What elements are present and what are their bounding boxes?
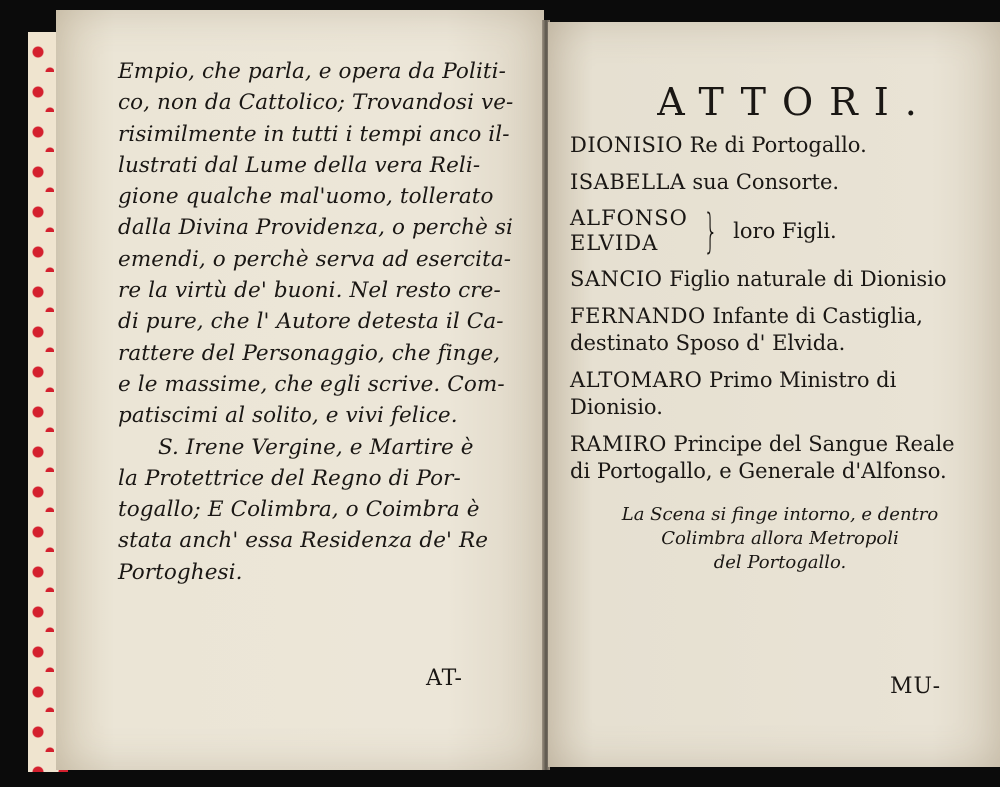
- text-line: stata anch' essa Residenza de' Re: [118, 528, 489, 554]
- text-line: re la virtù de' buoni. Nel resto cre-: [118, 278, 501, 304]
- actor-name: DIONISIO: [570, 133, 683, 157]
- text-line: lustrati dal Lume della vera Reli-: [118, 152, 481, 178]
- text-line: gione qualche mal'uomo, tollerato: [118, 184, 494, 210]
- right-brace-icon: }: [703, 204, 718, 258]
- actor-role-cont: di Portogallo, e Generale d'Alfonso.: [570, 459, 947, 483]
- text-line: co, non da Cattolico; Trovandosi ve-: [118, 90, 514, 116]
- text-line: la Protettrice del Regno di Por-: [118, 465, 461, 491]
- text-line: e le massime, che egli scrive. Com-: [118, 371, 505, 397]
- actor-name: FERNANDO: [570, 304, 706, 328]
- actor-pair: [570, 206, 990, 256]
- scene-line: La Scena si finge intorno, e dentro: [621, 504, 939, 525]
- actor-name: ALTOMARO: [570, 368, 703, 392]
- actor-role: Infante di Castiglia,: [712, 304, 923, 328]
- text-line: S. Irene Vergine, e Martire è: [158, 434, 474, 460]
- left-page: [56, 10, 544, 770]
- actor-name: ALFONSO: [570, 206, 688, 230]
- text-line: rattere del Personaggio, che finge,: [118, 340, 501, 366]
- actor-entry: [570, 431, 990, 485]
- text-line: patiscimi al solito, e vivi felice.: [118, 403, 458, 429]
- actor-role: sua Consorte.: [692, 170, 840, 194]
- actor-role-cont: destinato Sposo d' Elvida.: [570, 331, 846, 355]
- actor-role: loro Figli.: [733, 219, 837, 243]
- text-line: risimilmente in tutti i tempi anco il-: [118, 121, 510, 147]
- actor-role: Re di Portogallo.: [689, 133, 867, 157]
- actor-name: SANCIO: [570, 267, 663, 291]
- text-line: Portoghesi.: [118, 559, 243, 585]
- actor-role: Figlio naturale di Dionisio: [669, 267, 947, 291]
- actor-role: Primo Ministro di: [709, 368, 897, 392]
- actor-role: Principe del Sangue Reale: [673, 432, 955, 456]
- open-book: [28, 10, 992, 780]
- actor-name: ELVIDA: [570, 231, 659, 255]
- scene-line: Colimbra allora Metropoli: [661, 528, 899, 549]
- text-line: emendi, o perchè serva ad esercita-: [118, 246, 512, 272]
- text-line: Empio, che parla, e opera da Politi-: [118, 59, 507, 84]
- text-line: di pure, che l' Autore detesta il Ca-: [118, 309, 504, 335]
- actor-entry: [570, 132, 990, 159]
- actor-entry: [570, 303, 990, 357]
- actor-role-cont: Dionisio.: [570, 395, 663, 419]
- cast-list: [570, 80, 990, 575]
- actor-entry: [570, 169, 990, 196]
- left-page-text: [118, 56, 528, 588]
- cast-heading: ATTORI.: [657, 80, 933, 124]
- actor-entry: [570, 266, 990, 293]
- actor-entry: [570, 367, 990, 421]
- actor-name: ISABELLA: [570, 170, 686, 194]
- actor-name: RAMIRO: [570, 432, 667, 456]
- scene-note: [570, 503, 990, 575]
- right-catchword: MU-: [890, 674, 942, 699]
- left-catchword: AT-: [426, 666, 463, 691]
- text-line: dalla Divina Providenza, o perchè si: [118, 215, 513, 241]
- right-page: [548, 22, 1000, 767]
- scene-line: del Portogallo.: [713, 552, 847, 573]
- text-line: togallo; E Colimbra, o Coimbra è: [118, 497, 480, 523]
